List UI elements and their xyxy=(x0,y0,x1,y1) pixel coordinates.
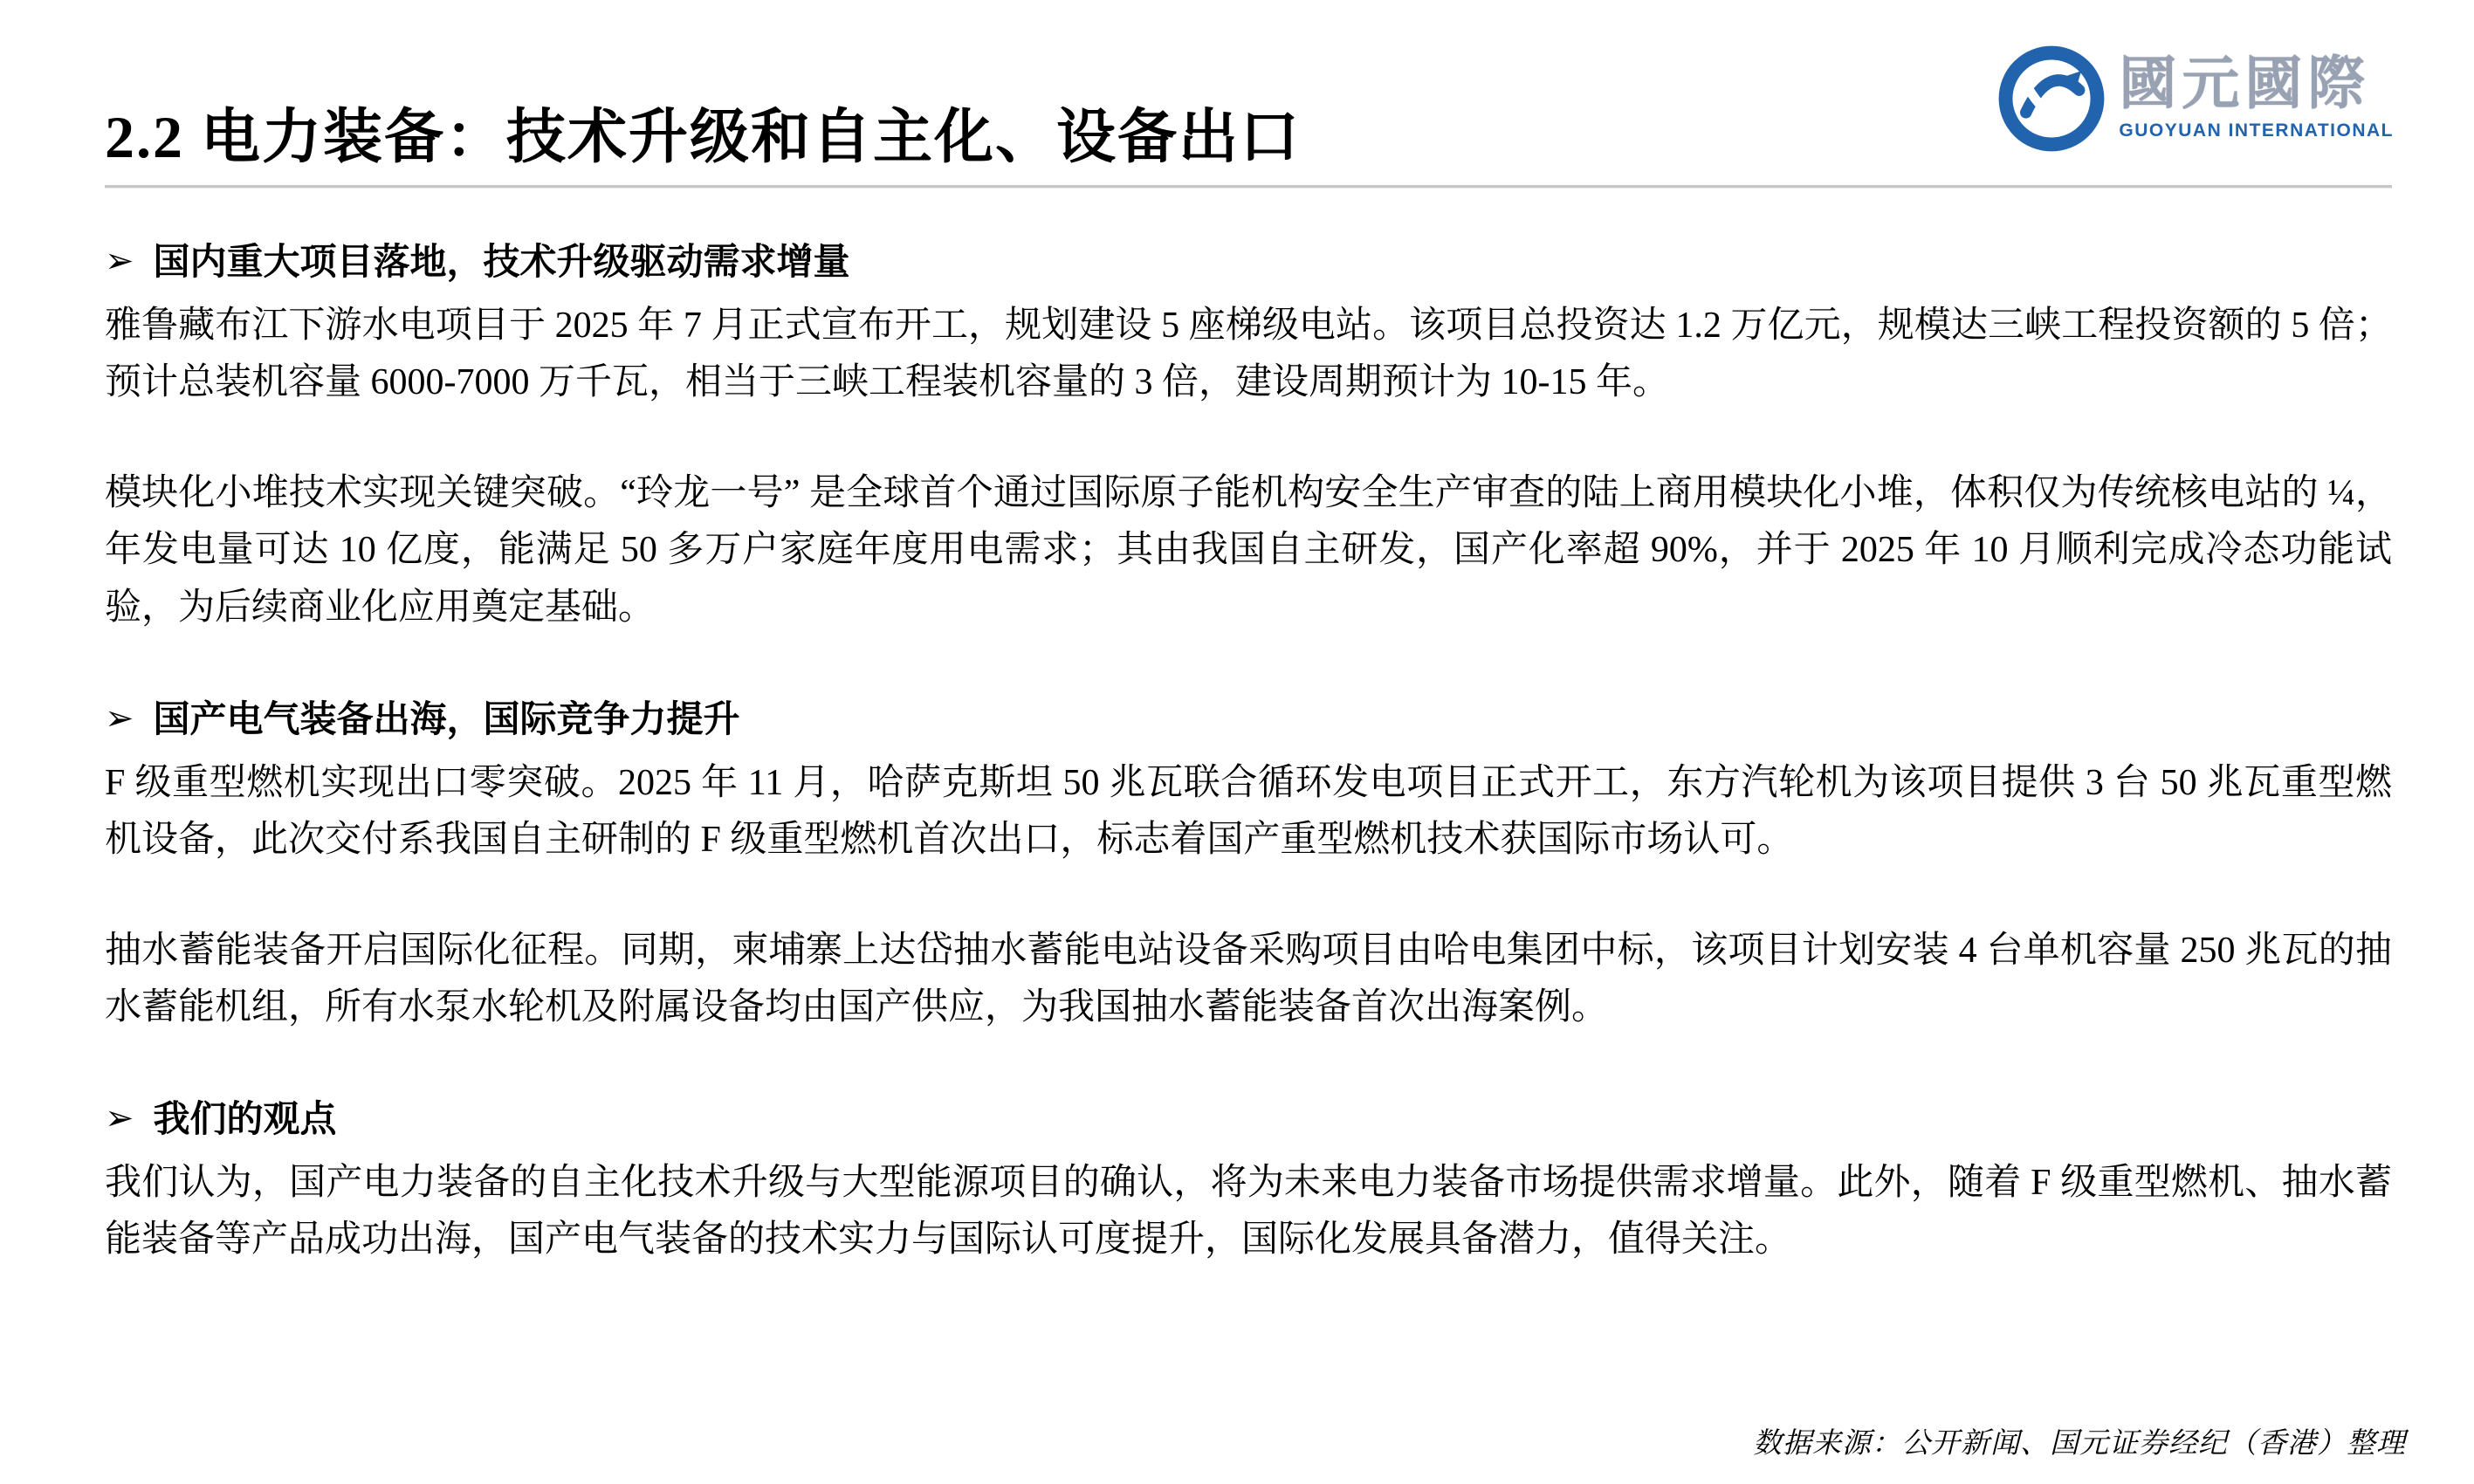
logo-english-name: GUOYUAN INTERNATIONAL xyxy=(2119,120,2394,141)
company-logo xyxy=(1998,45,2394,152)
section-equipment-export xyxy=(105,690,2392,1036)
data-source-note: 数据来源：公开新闻、国元证券经纪（香港）整理 xyxy=(1753,1428,2406,1460)
logo-chinese-name: 國元國際 xyxy=(2119,52,2371,116)
arrow-bullet-icon: ➢ xyxy=(105,241,134,281)
section-domestic-projects xyxy=(105,233,2392,636)
title-divider xyxy=(105,185,2392,188)
section-heading-text: 我们的观点 xyxy=(153,1100,337,1141)
paragraph-our-view: 我们认为，国产电力装备的自主化技术升级与大型能源项目的确认，将为未来电力装备市场提供需求增量。此外，随着 F 级重型燃机、抽水蓄能装备等产品成功出海，国产电气装备的技术实力与国际认可度提升，国际化发展具备潜力，值得关注。 xyxy=(105,1163,2392,1261)
section-heading-our-view xyxy=(105,1090,2392,1143)
section-heading-text: 国内重大项目落地，技术升级驱动需求增量 xyxy=(153,243,850,284)
paragraph-yarlung-hydro: 雅鲁藏布江下游水电项目于 2025 年 7 月正式宣布开工，规划建设 5 座梯级电站。该项目总投资达 1.2 万亿元，规模达三峡工程投资额的 5 倍；预计总装机容量 6000-7000 万千瓦，相当于三峡工程装机容量的 3 倍，建设周期预计为 10-15 年。 xyxy=(105,306,2392,403)
paragraph-gas-turbine-export: F 级重型燃机实现出口零突破。2025 年 11 月，哈萨克斯坦 50 兆瓦联合循环发电项目正式开工，东方汽轮机为该项目提供 3 台 50 兆瓦重型燃机设备，此次交付系我国自主研制的 F 级重型燃机首次出口，标志着国产重型燃机技术获国际市场认可。 xyxy=(105,762,2392,860)
logo-text-block xyxy=(2119,52,2394,141)
paragraph-pumped-storage-export: 抽水蓄能装备开启国际化征程。同期，柬埔寨上达岱抽水蓄能电站设备采购项目由哈电集团中标，该项目计划安装 4 台单机容量 250 兆瓦的抽水蓄能机组，所有水泵水轮机及附属设备均由国产供应，为我国抽水蓄能装备首次出海案例。 xyxy=(105,930,2392,1027)
page-title: 2.2 电力装备：技术升级和自主化、设备出口 xyxy=(105,104,1302,170)
paragraph-modular-reactor: 模块化小堆技术实现关键突破。“玲龙一号” 是全球首个通过国际原子能机构安全生产审查的陆上商用模块化小堆，体积仅为传统核电站的 ¼，年发电量可达 10 亿度，能满足 50 多万户家庭年度用电需求；其由我国自主研发，国产化率超 90%，并于 2025 年 10 月顺利完成冷态功能试验，为后续商业化应用奠定基础。 xyxy=(105,473,2392,628)
guoyuan-logo-icon xyxy=(1998,45,2105,152)
arrow-bullet-icon: ➢ xyxy=(105,1098,134,1138)
section-our-view xyxy=(105,1090,2392,1268)
arrow-bullet-icon: ➢ xyxy=(105,697,134,738)
section-heading-equipment-export xyxy=(105,690,2392,743)
section-heading-domestic-projects xyxy=(105,233,2392,285)
section-heading-text: 国产电气装备出海，国际竞争力提升 xyxy=(153,699,740,740)
